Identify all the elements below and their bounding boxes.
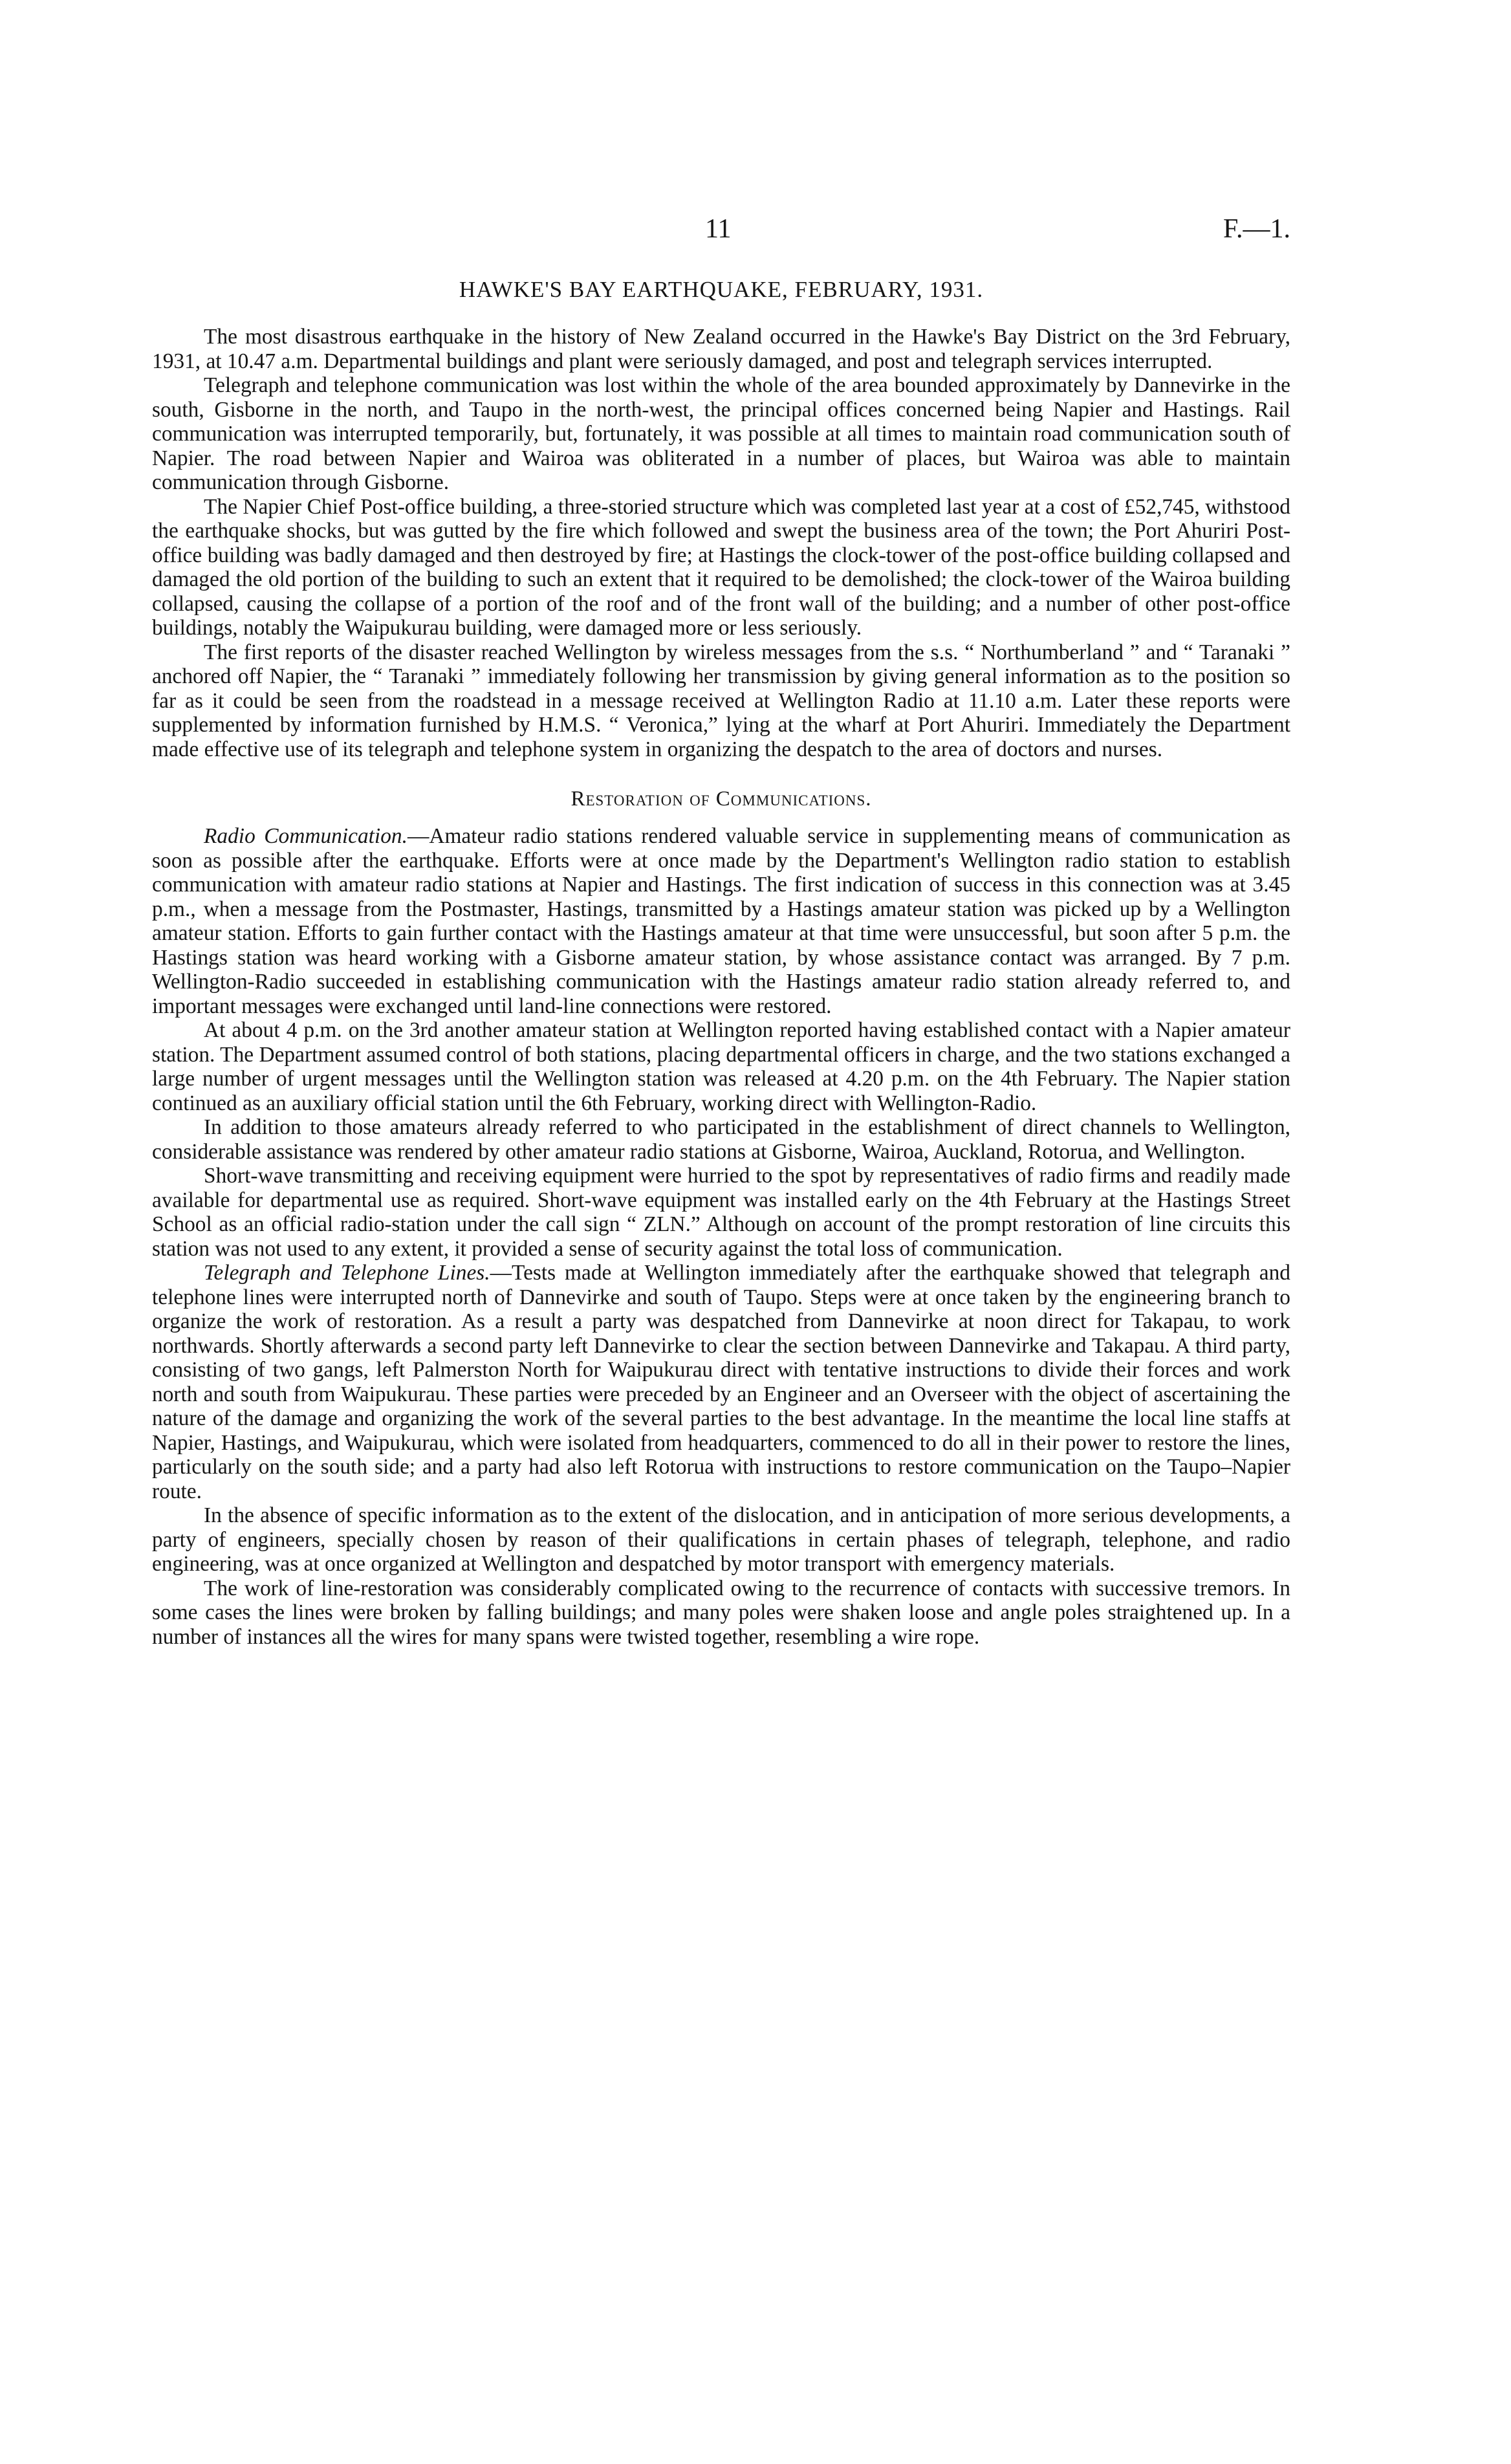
lines-paragraph-2: In the absence of specific information as to the extent of the dislocation, and in anticipation of more serious developments, a party of engineers, specially chosen by reason of their qualifications in certain phases of telegraph, telephone, and radio engineering, was at once organized at Wellington and despatched by motor transport with emergency materials. (152, 1503, 1290, 1576)
document-page (152, 213, 1290, 1649)
radio-paragraph-1 (152, 824, 1290, 1018)
section-code: F.—1. (1223, 214, 1290, 244)
radio-paragraph-2: At about 4 p.m. on the 3rd another amateur station at Wellington reported having established contact with a Napier amateur station. The Department assumed control of both stations, placing departmental officers in charge, and the two stations exchanged a large number of urgent messages until the Wellington station was released at 4.20 p.m. on the 4th February. The Napier station continued as an auxiliary official station until the 6th February, working direct with Wellington-Radio. (152, 1018, 1290, 1115)
intro-paragraph-2: Telegraph and telephone communication was lost within the whole of the area bounded approximately by Dannevirke in the south, Gisborne in the north, and Taupo in the north-west, the principal offices concerned being Napier and Hastings. Rail communication was interrupted temporarily, but, fortunately, it was possible at all times to maintain road communication south of Napier. The road between Napier and Wairoa was obliterated in a number of places, but Wairoa was able to maintain communication through Gisborne. (152, 373, 1290, 494)
page-header (152, 213, 1290, 259)
lines-paragraph-3: The work of line-restoration was considerably complicated owing to the recurrence of contacts with successive tremors. In some cases the lines were broken by falling buildings; and many poles were shaken loose and angle poles straightened up. In a number of instances all the wires for many spans were twisted together, resembling a wire rope. (152, 1576, 1290, 1649)
radio-paragraph-4: Short-wave transmitting and receiving equipment were hurried to the spot by representatives of radio firms and readily made available for departmental use as required. Short-wave equipment was installed early on the 4th February at the Hastings Street School as an official radio-station under the call sign “ ZLN.” Although on account of the prompt restoration of line circuits this station was not used to any extent, it provided a sense of security against the total loss of communication. (152, 1164, 1290, 1261)
document-title: HAWKE'S BAY EARTHQUAKE, FEBRUARY, 1931. (459, 277, 984, 302)
page-number: 11 (705, 214, 732, 244)
lines-paragraph-1 (152, 1261, 1290, 1503)
intro-paragraph-3: The Napier Chief Post-office building, a three-storied structure which was completed last year at a cost of £52,745, withstood the earthquake shocks, but was gutted by the fire which followed and swept the business area of the town; the Port Ahuriri Post-office building was badly damaged and then destroyed by fire; at Hastings the clock-tower of the post-office building collapsed and damaged the old portion of the building to such an extent that it required to be demolished; the clock-tower of the Wairoa building collapsed, causing the collapse of a portion of the roof and of the front wall of the building; and a number of other post-office buildings, notably the Waipukurau building, were damaged more or less seriously. (152, 494, 1290, 640)
lines-lead: Telegraph and Telephone Lines. (204, 1261, 490, 1285)
radio-first-text: —Amateur radio stations rendered valuable service in supplementing means of communication as soon as possible after the earthquake. Efforts were at once made by the Department's Wellington radio station to establish communication with amateur radio stations at Napier and Hastings. The first indication of success in this connection was at 3.45 p.m., when a message from the Postmaster, Hastings, transmitted by a Hastings amateur station was picked up by a Wellington amateur station. Efforts to gain further contact with the Hastings amateur at that time were unsuccessful, but soon after 5 p.m. the Hastings station was heard working with a Gisborne amateur station, by whose assistance contact was arranged. By 7 p.m. Wellington-Radio succeeded in establishing communication with the Hastings amateur radio station already referred to, and important messages were exchanged until land-line connections were restored. (152, 824, 1290, 1018)
section-heading: Restoration of Communications. (571, 787, 872, 811)
intro-paragraph-1: The most disastrous earthquake in the history of New Zealand occurred in the Hawke's Bay District on the 3rd February, 1931, at 10.47 a.m. Departmental buildings and plant were seriously damaged, and post and telegraph services interrupted. (152, 325, 1290, 373)
lines-first-text: —Tests made at Wellington immediately after the earthquake showed that telegraph and telephone lines were interrupted north of Dannevirke and south of Taupo. Steps were at once taken by the engineering branch to organize the work of restoration. As a result a party was despatched from Dannevirke at noon direct for Takapau, to work northwards. Shortly afterwards a second party left Dannevirke to clear the section between Dannevirke and Takapau. A third party, consisting of two gangs, left Palmerston North for Waipukurau direct with tentative instructions to divide their forces and work north and south from Waipukurau. These parties were preceded by an Engineer and an Overseer with the object of ascertaining the nature of the damage and organizing the work of the several parties to the best advantage. In the meantime the local line staffs at Napier, Hastings, and Waipukurau, which were isolated from headquarters, commenced to do all in their power to restore the lines, particularly on the south side; and a party had also left Rotorua with instructions to restore communication on the Taupo–Napier route. (152, 1261, 1290, 1503)
radio-lead: Radio Communication. (204, 824, 408, 848)
intro-paragraph-4: The first reports of the disaster reached Wellington by wireless messages from the s.s. “ Northumberland ” and “ Taranaki ” anchored off Napier, the “ Taranaki ” immediately following her transmission by giving general information as to the position so far as it could be seen from the roadstead in a message received at Wellington Radio at 11.10 a.m. Later these reports were supplemented by information furnished by H.M.S. “ Veronica,” lying at the wharf at Port Ahuriri. Immediately the Department made effective use of its telegraph and telephone system in organizing the despatch to the area of doctors and nurses. (152, 640, 1290, 761)
radio-paragraph-3: In addition to those amateurs already referred to who participated in the establishment of direct channels to Wellington, considerable assistance was rendered by other amateur radio stations at Gisborne, Wairoa, Auckland, Rotorua, and Wellington. (152, 1115, 1290, 1164)
